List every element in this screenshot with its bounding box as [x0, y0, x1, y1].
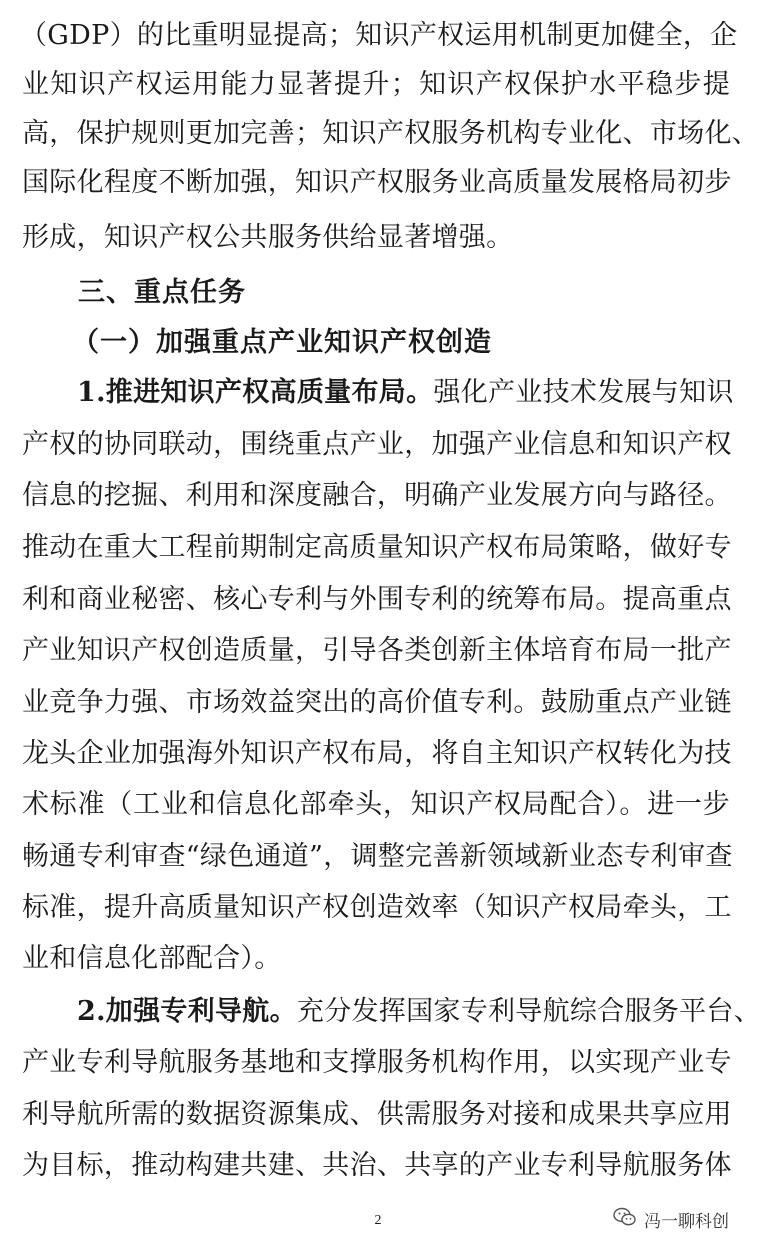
item1-title: 1.推进知识产权高质量布局。	[77, 377, 434, 408]
item2-first-line	[77, 984, 761, 1040]
item1-first-line-text: 强化产业技术发展与知识	[433, 377, 734, 408]
paragraph-line: 高，保护规则更加完善；知识产权服务机构专业化、市场化、	[22, 118, 760, 149]
paragraph-line: 术标准（工业和信息化部牵头，知识产权局配合）。进一步	[22, 789, 730, 820]
watermark	[612, 1202, 729, 1236]
wechat-icon	[612, 1204, 638, 1235]
paragraph-line: 畅通专利审查“绿色通道”，调整完善新领域新业态专利审查	[22, 841, 733, 872]
subsection-heading: （一）加强重点产业知识产权创造	[72, 327, 492, 358]
page-number: 2	[374, 1213, 382, 1228]
paragraph-line: 推动在重大工程前期制定高质量知识产权布局策略，做好专	[22, 532, 732, 563]
paragraph-line: 为目标，推动构建共建、共治、共享的产业专利导航服务体	[22, 1150, 732, 1181]
paragraph-line: 产权的协同联动，围绕重点产业，加强产业信息和知识产权	[22, 429, 732, 460]
item2-title: 2.加强专利导航。	[77, 996, 297, 1027]
paragraph-line: 龙头企业加强海外知识产权布局，将自主知识产权转化为技	[22, 738, 732, 769]
watermark-text: 冯一聊科创	[644, 1211, 729, 1232]
paragraph-line: 国际化程度不断加强，知识产权服务业高质量发展格局初步	[22, 167, 732, 198]
item2-first-line-text: 充分发挥国家专利导航综合服务平台、	[296, 996, 761, 1027]
paragraph-line: 标准，提升高质量知识产权创造效率（知识产权局牵头，工	[22, 892, 732, 923]
paragraph-line: 形成，知识产权公共服务供给显著增强。	[22, 222, 514, 253]
paragraph-line: 产业专利导航服务基地和支撑服务机构作用，以实现产业专	[22, 1047, 732, 1078]
paragraph-line: （GDP）的比重明显提高；知识产权运用机制更加健全，企	[20, 20, 738, 51]
paragraph-line: 业知识产权运用能力显著提升；知识产权保护水平稳步提	[22, 69, 730, 100]
item1-first-line	[77, 365, 734, 421]
section-heading: 三、重点任务	[78, 277, 246, 308]
paragraph-line: 利导航所需的数据资源集成、供需服务对接和成果共享应用	[22, 1099, 732, 1130]
paragraph-line: 利和商业秘密、核心专利与外围专利的统筹布局。提高重点	[22, 584, 732, 615]
paragraph-line: 产业知识产权创造质量，引导各类创新主体培育布局一批产	[22, 635, 732, 666]
paragraph-line: 业竞争力强、市场效益突出的高价值专利。鼓励重点产业链	[22, 687, 732, 718]
paragraph-line: 业和信息化部配合）。	[22, 943, 282, 974]
paragraph-line: 信息的挖掘、利用和深度融合，明确产业发展方向与路径。	[22, 480, 732, 511]
